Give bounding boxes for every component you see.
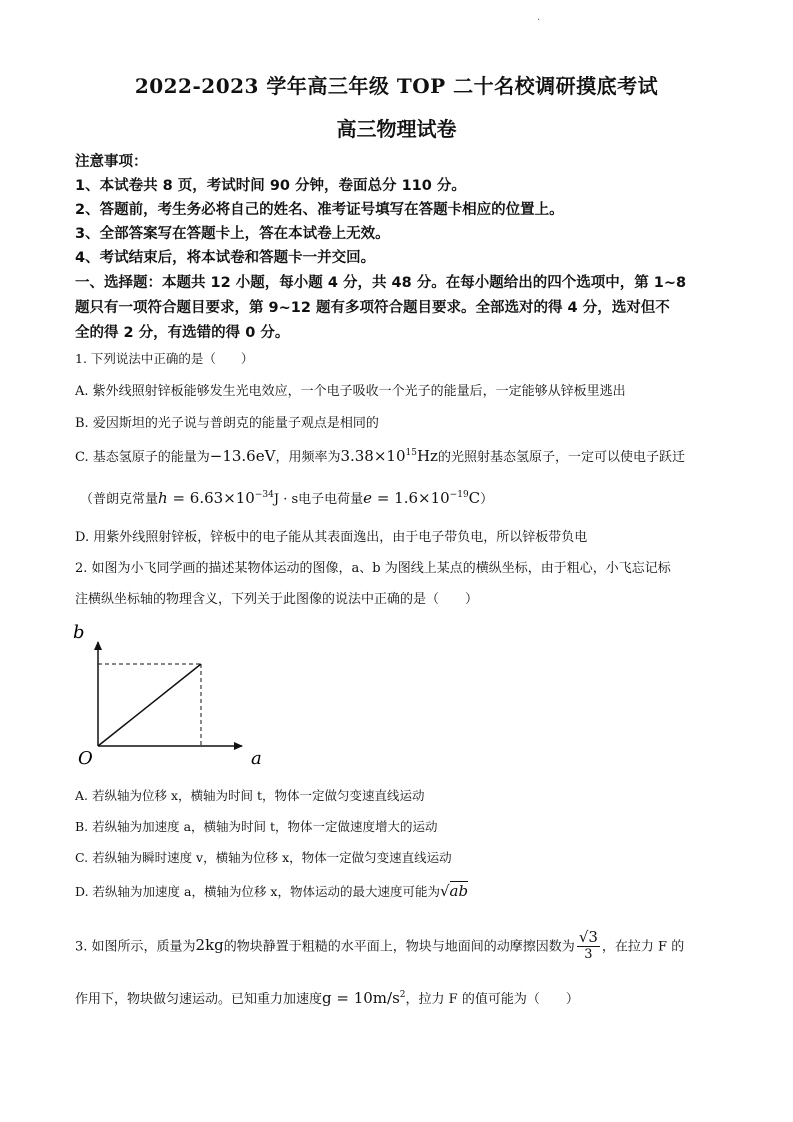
q1-c-energy: −13.6eV [209, 447, 276, 465]
q1-option-d: D. 用紫外线照射锌板，锌板中的电子能从其表面逸出，由于电子带负电，所以锌板带负电 [75, 530, 588, 545]
q2-graph [70, 618, 270, 768]
q3-l2-post: ，拉力 F 的值可能为（ ） [405, 992, 579, 1007]
q1-option-a: A. 紫外线照射锌板能够发生光电效应，一个电子吸收一个光子的能量后，一定能够从锌板里逃出 [75, 384, 626, 399]
section1-line-3: 全的得 2 分，有选错的得 0 分。 [75, 325, 290, 341]
exam-subtitle: 高三物理试卷 [336, 117, 457, 141]
q3-line-2 [75, 988, 579, 1007]
q2-option-b: B. 若纵轴为加速度 a，横轴为时间 t，物体一定做速度增大的运动 [75, 819, 438, 834]
notice-item-4: 4、考试结束后，将本试卷和答题卡一并交回。 [75, 250, 376, 266]
q1-c2-post: ） [480, 492, 494, 507]
q1-c-freq: $3.38\times 10^{15}Hz$ [340, 447, 438, 465]
notice-item-2: 2、答题前，考生务必将自己的姓名、准考证号填写在答题卡相应的位置上。 [75, 202, 564, 218]
q2-d-sqrt: √ab [439, 882, 469, 900]
q2-stem-1: 2. 如图为小飞同学画的描述某物体运动的图像，a、b 为图线上某点的横纵坐标，由于粗心，小飞忘记标 [75, 561, 671, 576]
q3-mass: 2kg [195, 936, 224, 954]
q1-option-c-constants [80, 488, 493, 507]
q3-l1-pre: 3. 如图所示，质量为 [75, 939, 196, 955]
section1-line-2: 题只有一项符合题目要求，第 9~12 题有多项符合题目要求。全部选对的得 4 分，选对但不 [75, 300, 670, 316]
q1-c2-mid: 电子电荷量 [298, 492, 364, 507]
graph-y-label: b [73, 622, 85, 643]
q2-d-text: D. 若纵轴为加速度 a，横轴为位移 x，物体运动的最大速度可能为 [75, 884, 440, 899]
q1-c-pre: C. 基态氢原子的能量为 [75, 450, 210, 465]
q3-l2-pre: 作用下，物块做匀速运动。已知重力加速度 [75, 992, 323, 1007]
q3-friction-fraction: $\frac{√3}{3}$ [578, 928, 598, 962]
q1-option-b: B. 爱因斯坦的光子说与普朗克的能量子观点是相同的 [75, 416, 379, 431]
graph-x-label: a [251, 748, 262, 768]
q1-c2-planck: $h = 6.63\times 10^{-34}J \cdot s$ [158, 489, 299, 507]
q1-c2-pre: （普朗克常量 [80, 492, 159, 507]
q1-c-post: 的光照射基态氢原子，一定可以使电子跃迁 [437, 450, 685, 465]
q2-stem-2: 注横纵坐标轴的物理含义，下列关于此图像的说法中正确的是（ ） [75, 592, 479, 607]
q1-c2-charge: $e = 1.6\times 10^{-19}C$ [363, 489, 481, 507]
q3-gravity: $g = 10m/s^2$ [322, 989, 406, 1007]
notice-item-3: 3、全部答案写在答题卡上，答在本试卷上无效。 [75, 226, 390, 242]
notice-heading: 注意事项： [75, 154, 148, 170]
notice-item-1: 1、本试卷共 8 页，考试时间 90 分钟，卷面总分 110 分。 [75, 178, 466, 194]
q1-option-c [75, 446, 685, 465]
q1-c-mid: ，用频率为 [275, 450, 341, 465]
q2-option-d [75, 882, 468, 900]
exam-title: 2022-2023 学年高三年级 TOP 二十名校调研摸底考试 [134, 74, 659, 98]
scan-dot: . [537, 12, 541, 23]
graph-origin-label: O [78, 748, 93, 768]
q3-line-1 [75, 928, 684, 962]
q3-l1-mid: 的物块静置于粗糙的水平面上，物块与地面间的动摩擦因数为 [223, 939, 575, 955]
q2-option-a: A. 若纵轴为位移 x，横轴为时间 t，物体一定做匀变速直线运动 [75, 788, 425, 803]
q3-l1-post: ，在拉力 F 的 [601, 939, 685, 955]
section1-line-1: 一、选择题：本题共 12 小题，每小题 4 分，共 48 分。在每小题给出的四个选项中，第 1~8 [75, 275, 687, 291]
q2-option-c: C. 若纵轴为瞬时速度 v，横轴为位移 x，物体一定做匀变速直线运动 [75, 850, 452, 865]
graph-line [98, 664, 201, 746]
q1-stem: 1. 下列说法中正确的是（ ） [75, 351, 254, 366]
